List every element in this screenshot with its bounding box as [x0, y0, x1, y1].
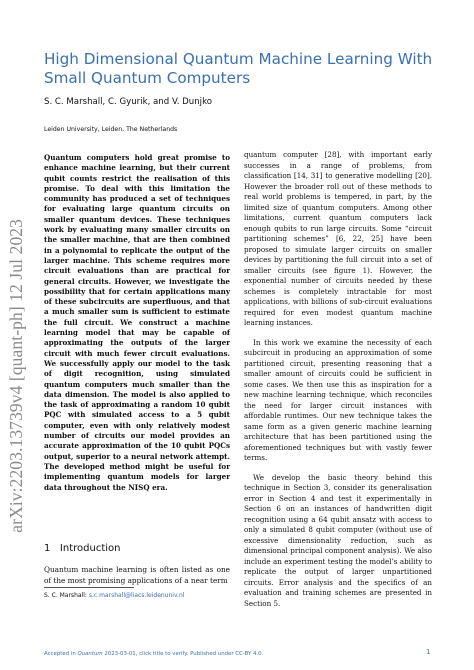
footnote [44, 592, 184, 599]
abstract: Quantum computers hold great promise to enhance machine learning, but their current qubit counts restrict the realisation of this promise. To deal with this limitation the community has produced a set of techniques for evaluating large quantum circuits on smaller quantum devices. These techniques work by evaluating many smaller circuits on the smaller machine, that are then combined in a polynomial to replicate the output of the larger machine. This scheme requires more circuit evaluations than are practical for general circuits. However, we investigate the possibility that for certain applications many of these subcircuits are superfluous, and that a much smaller sum is sufficient to estimate the full circuit. We construct a machine learning model that may be capable of approximating the outputs of the larger circuit with much fewer circuit evaluations. We successfully apply our model to the task of digit recognition, using simulated quantum computers much smaller than the data dimension. The model is also applied to the task of approximating a random 10 qubit PQC with simulated access to a 5 qubit computer, even with only relatively modest number of circuits our model provides an accurate approximation of the 10 qubit PQCs output, superior to a neural network attempt. The developed method might be useful for implementing quantum models for larger data throughout the NISQ era. [44, 153, 230, 492]
authors: S. C. Marshall, C. Gyurik, and V. Dunjko [44, 97, 213, 107]
right-column [244, 150, 432, 618]
footer-prefix: Accepted in [44, 651, 76, 657]
section-title: Introduction [59, 543, 121, 554]
footer[interactable] [44, 651, 263, 657]
footnote-name: S. C. Marshall: [44, 592, 87, 599]
section-number: 1 [44, 543, 51, 554]
column2-paragraph-3: We develop the basic theory behind this technique in Section 3, consider its generalisation error in Section 4 and test it experimentally in Section 6 on an instances of handwritten digit recognition using a 64 qubit ansatz with access to only a simulated 8 qubit computer (without use of excessive dimensionality reduction, such as dimensional principal component analysis). We also include an experiment testing the model’s ability to replicate the output of larger unpartitioned circuits. Error analysis and the specifics of an evaluation and training schemes are presented in Section 5. [244, 472, 432, 608]
footer-text: 2023-03-01, click title to verify. Published under CC-BY 4.0. [104, 651, 264, 657]
page-number: 1 [426, 648, 431, 656]
column2-paragraph-2: In this work we examine the necessity of each subcircuit in producing an approximation of some partitioned circuit, presenting reasoning that a smaller amount of circuits could be sufficient in some cases. We then use this as inspiration for a new machine learning technique, which reconciles the need for larger circuit instances with affordable runtimes. Our new technique takes the same form as a given generic machine learning architecture that has been partitioned using the aforementioned techniques but with vastly fewer terms. [244, 337, 432, 462]
footnote-rule [44, 587, 134, 588]
section-heading [44, 543, 120, 554]
arxiv-stamp: arXiv:2203.13739v4 [quant-ph] 12 Jul 2023 [5, 219, 26, 533]
affiliation: Leiden University, Leiden, The Netherlands [44, 126, 178, 133]
arxiv-stamp-container [2, 180, 30, 572]
intro-paragraph: Quantum machine learning is often listed as one of the most promising applications of a near term [44, 565, 230, 585]
column2-paragraph-1: quantum computer [28], with important early successes in a range of problems, from classification [14, 31] to generative modelling [20]. However the broader roll out of these methods to real world problems is tempered, in part, by the limited size of quantum computers. Among other limitations, current quantum computers lack enough qubits to run large circuits. Some “circuit partitioning schemes” [6, 22, 25] have been proposed to simulate larger circuits on smaller devices by partitioning the full circuit into a set of smaller circuits (see figure 1). However, the exponential number of circuits needed by these schemes is completely intractable for most applications, with billions of sub-circuit evaluations required for even modest quantum machine learning instances. [244, 150, 432, 327]
quantum-journal-logo: Quantum [77, 651, 103, 657]
paper-title[interactable]: High Dimensional Quantum Machine Learning With Small Quantum Computers [44, 50, 433, 87]
footnote-email-link[interactable]: s.c.marshall@liacs.leidenuniv.nl [88, 592, 185, 599]
